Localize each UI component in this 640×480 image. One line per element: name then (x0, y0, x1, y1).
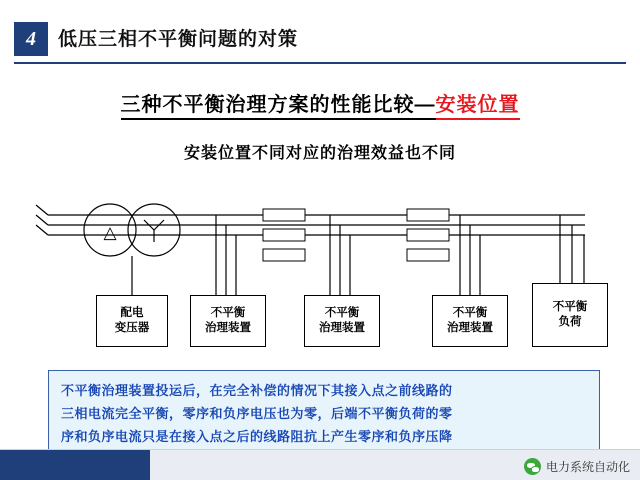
box-label-line1: 配电 (120, 307, 144, 319)
box-label-line1: 不平衡 (452, 307, 488, 319)
header-divider (14, 62, 626, 64)
box-label-line1: 不平衡 (210, 307, 246, 319)
diagram-box-device-1 (190, 295, 266, 347)
transformer-symbol (84, 204, 180, 256)
footer-accent-block (0, 450, 150, 480)
transformer-delta-icon: △ (103, 223, 117, 242)
main-title (0, 88, 640, 117)
footer-brand (524, 458, 630, 475)
box-label-line2: 治理装置 (319, 322, 365, 334)
source-tick-b (36, 215, 48, 225)
wechat-icon (524, 458, 541, 475)
branch-drops (132, 215, 584, 295)
footer-brand-label: 电力系统自动化 (545, 460, 630, 474)
slide-number-badge: 4 (14, 22, 48, 56)
footer-bar (0, 449, 640, 480)
box-label-line2: 治理装置 (447, 322, 493, 334)
transformer-wye-icon (144, 220, 164, 242)
source-tick-c (36, 225, 48, 235)
box-label-line1: 不平衡 (324, 307, 360, 319)
series-impedance-group-1 (263, 209, 305, 261)
slide-header (0, 22, 640, 68)
diagram-box-device-3 (432, 295, 508, 347)
box-label-line2: 治理装置 (205, 322, 251, 334)
box-label-line1: 不平衡 (552, 301, 588, 313)
source-tick-a (36, 205, 48, 215)
box-label-line2: 负荷 (558, 316, 582, 328)
note-line-3: 序和负序电流只是在接入点之后的线路阻抗上产生零序和负序压降 (61, 429, 453, 444)
box-label-line2: 变压器 (114, 322, 150, 334)
page-title: 低压三相不平衡问题的对策 (58, 29, 299, 50)
sub-title: 安装位置不同对应的治理效益也不同 (183, 145, 456, 162)
diagram-box-device-2 (304, 295, 380, 347)
series-impedance-group-2 (407, 209, 449, 261)
main-title-highlight: 安装位置 (436, 94, 520, 120)
main-title-prefix: 三种不平衡治理方案的性能比较— (121, 94, 436, 120)
note-line-1: 不平衡治理装置投运后，在完全补偿的情况下其接入点之前线路的 (61, 383, 453, 398)
diagram-box-transformer (96, 295, 168, 347)
note-line-2: 三相电流完全平衡，零序和负序电压也为零，后端不平衡负荷的零 (61, 406, 453, 421)
note-box (48, 370, 600, 450)
diagram-box-load (532, 283, 608, 347)
